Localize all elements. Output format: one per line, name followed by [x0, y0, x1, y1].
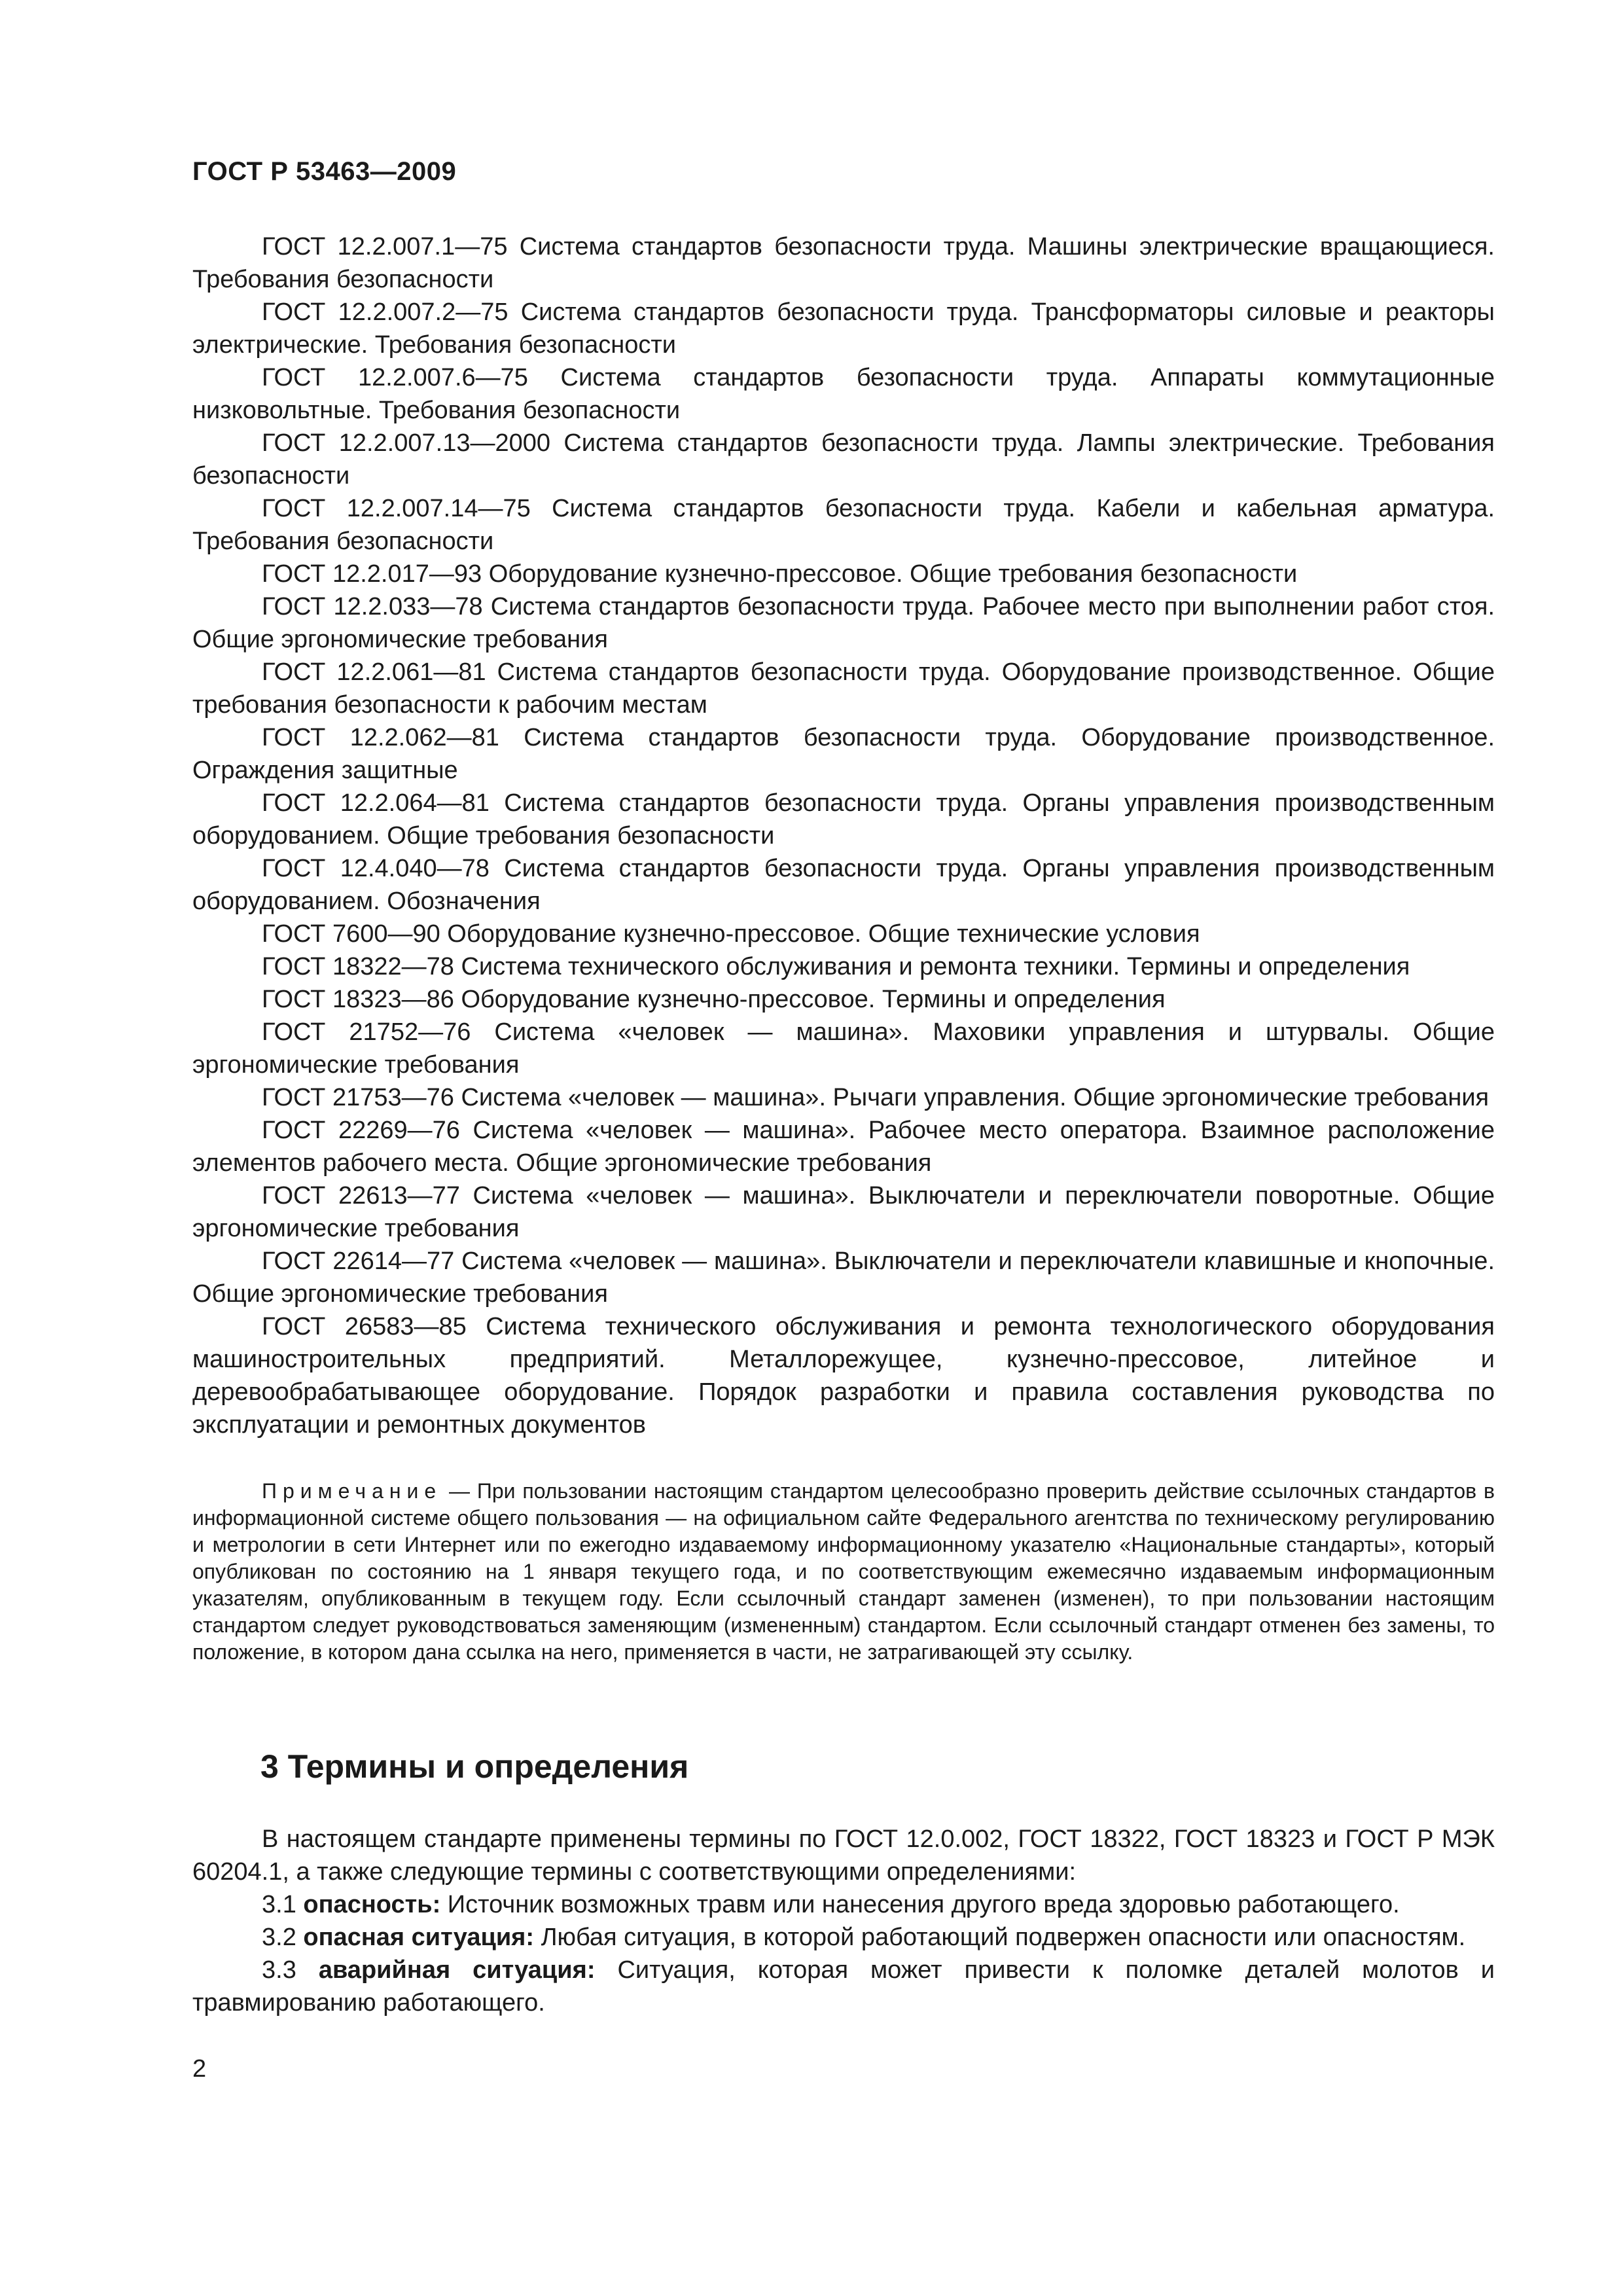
- reference-item: ГОСТ 12.2.033—78 Система стандартов безопасности труда. Рабочее место при выполнении работ стоя. Общие эргономические требования: [192, 593, 1495, 653]
- page-number: 2: [192, 2055, 207, 2083]
- reference-item: ГОСТ 12.2.007.13—2000 Система стандартов безопасности труда. Лампы электрические. Требования безопасности: [192, 429, 1495, 490]
- term-number: 3.3: [262, 1956, 319, 1984]
- reference-item: ГОСТ 22269—76 Система «человек — машина». Рабочее место оператора. Взаимное расположение элементов рабочего места. Общие эргономические требования: [192, 1117, 1495, 1177]
- note-label: Примечание: [262, 1479, 442, 1503]
- term-item: [192, 1888, 1495, 1921]
- term-definition: Ситуация, которая может привести к поломке деталей молотов и травмированию работающего.: [192, 1956, 1495, 2017]
- reference-item: ГОСТ 21753—76 Система «человек — машина». Рычаги управления. Общие эргономические требования: [262, 1084, 1489, 1111]
- note-paragraph: [192, 1478, 1495, 1666]
- reference-item: ГОСТ 12.2.061—81 Система стандартов безопасности труда. Оборудование производственное. Общие требования безопасности к рабочим местам: [192, 658, 1495, 719]
- document-header: ГОСТ Р 53463—2009: [192, 157, 457, 186]
- reference-item: ГОСТ 12.2.007.1—75 Система стандартов безопасности труда. Машины электрические вращающиеся. Требования безопасности: [192, 233, 1495, 293]
- term-name: опасность:: [303, 1891, 441, 1918]
- term-number: 3.1: [262, 1891, 304, 1918]
- section-intro: В настоящем стандарте применены термины по ГОСТ 12.0.002, ГОСТ 18322, ГОСТ 18323 и ГОСТ Р МЭК 60204.1, а также следующие термины с соответствующими определениями:: [192, 1825, 1495, 1886]
- reference-item: ГОСТ 22613—77 Система «человек — машина». Выключатели и переключатели поворотные. Общие эргономические требования: [192, 1182, 1495, 1242]
- reference-item: ГОСТ 22614—77 Система «человек — машина». Выключатели и переключатели клавишные и кнопочные. Общие эргономические требования: [192, 1247, 1495, 1308]
- reference-item: ГОСТ 18322—78 Система технического обслуживания и ремонта техники. Термины и определения: [262, 953, 1410, 980]
- reference-item: ГОСТ 26583—85 Система технического обслуживания и ремонта технологического оборудования машиностроительных предприятий. Металлорежущее, кузнечно-прессовое, литейное и деревообрабатывающее оборудование. Порядок разработки и правила составления руководства по эксплуатации и ремонтных документов: [192, 1313, 1495, 1439]
- term-name: опасная ситуация:: [303, 1924, 535, 1951]
- reference-item: ГОСТ 12.2.064—81 Система стандартов безопасности труда. Органы управления производственным оборудованием. Общие требования безопасности: [192, 789, 1495, 850]
- reference-item: ГОСТ 12.2.007.2—75 Система стандартов безопасности труда. Трансформаторы силовые и реакторы электрические. Требования безопасности: [192, 298, 1495, 359]
- term-number: 3.2: [262, 1924, 304, 1951]
- term-definition: Любая ситуация, в которой работающий подвержен опасности или опасностям.: [534, 1924, 1466, 1951]
- reference-item: ГОСТ 12.2.017—93 Оборудование кузнечно-прессовое. Общие требования безопасности: [262, 560, 1298, 588]
- terms-section: [192, 1823, 1495, 2019]
- reference-item: ГОСТ 12.2.007.14—75 Система стандартов безопасности труда. Кабели и кабельная арматура. Требования безопасности: [192, 495, 1495, 555]
- term-item: [192, 1921, 1495, 1954]
- reference-item: ГОСТ 21752—76 Система «человек — машина». Маховики управления и штурвалы. Общие эргономические требования: [192, 1018, 1495, 1079]
- reference-item: ГОСТ 12.4.040—78 Система стандартов безопасности труда. Органы управления производственным оборудованием. Обозначения: [192, 855, 1495, 915]
- reference-item: ГОСТ 18323—86 Оборудование кузнечно-прессовое. Термины и определения: [262, 986, 1166, 1013]
- reference-item: ГОСТ 12.2.062—81 Система стандартов безопасности труда. Оборудование производственное. Ограждения защитные: [192, 724, 1495, 784]
- term-name: аварийная ситуация:: [318, 1956, 596, 1984]
- term-definition: Источник возможных травм или нанесения другого вреда здоровью работающего.: [440, 1891, 1400, 1918]
- term-item: [192, 1954, 1495, 2019]
- note-text: — При пользовании настоящим стандартом целесообразно проверить действие ссылочных стандартов в информационной системе общего пользования — на официальном сайте Федерального агентства по техническому регулированию и метрологии в сети Интернет или по ежегодно издаваемому информационному указателю «Национальные стандарты», который опубликован по состоянию на 1 января текущего года, и по соответствующим ежемесячно издаваемым информационным указателям, опубликованным в текущем году. Если ссылочный стандарт заменен (изменен), то при пользовании настоящим стандартом следует руководствоваться заменяющим (измененным) стандартом. Если ссылочный стандарт отменен без замены, то положение, в котором дана ссылка на него, применяется в части, не затрагивающей эту ссылку.: [192, 1479, 1495, 1664]
- section-title: 3 Термины и определения: [260, 1748, 689, 1785]
- reference-item: ГОСТ 12.2.007.6—75 Система стандартов безопасности труда. Аппараты коммутационные низковольтные. Требования безопасности: [192, 364, 1495, 424]
- normative-references: [192, 230, 1495, 1441]
- reference-item: ГОСТ 7600—90 Оборудование кузнечно-прессовое. Общие технические условия: [262, 920, 1200, 948]
